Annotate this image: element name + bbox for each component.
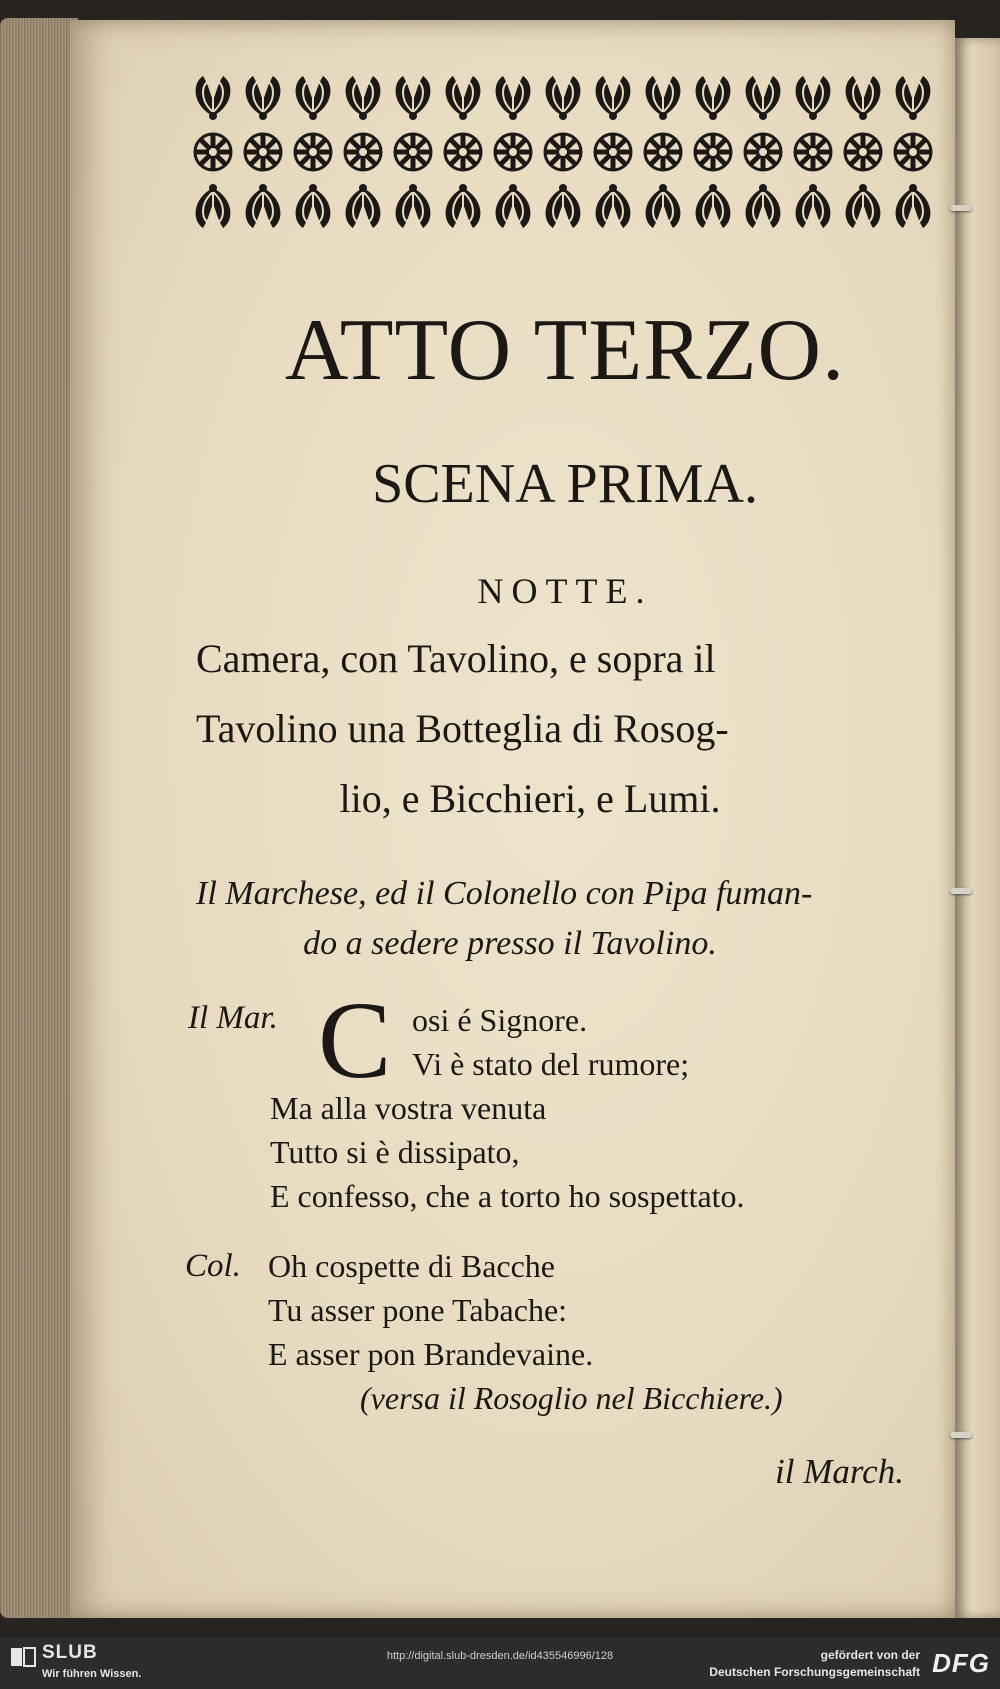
setting-line: lio, e Bicchieri, e Lumi. bbox=[339, 776, 721, 821]
verse-line: E asser pon Brandevaine. bbox=[268, 1336, 594, 1372]
ornament-motif bbox=[596, 76, 631, 120]
verse-line: Vi è stato del rumore; bbox=[412, 1046, 690, 1082]
ornament-motif bbox=[546, 76, 581, 120]
ornament-motif bbox=[595, 134, 631, 170]
ornament-motif bbox=[746, 76, 781, 120]
ornament-motif bbox=[896, 76, 931, 120]
ornament-motif bbox=[396, 184, 431, 228]
ornament-motif bbox=[596, 184, 631, 228]
ornament-motif bbox=[695, 134, 731, 170]
ornament-motif bbox=[696, 184, 731, 228]
binding-thread bbox=[950, 205, 972, 211]
ornament-motif bbox=[545, 134, 581, 170]
ornament-motif bbox=[445, 134, 481, 170]
library-tagline: Wir führen Wissen. bbox=[42, 1668, 142, 1680]
ornament-motif bbox=[846, 76, 881, 120]
ornament-motif bbox=[495, 134, 531, 170]
verse-line: Ma alla vostra venuta bbox=[270, 1090, 547, 1126]
ornament-motif bbox=[795, 134, 831, 170]
ornament-motif bbox=[195, 134, 231, 170]
ornament-motif bbox=[246, 76, 281, 120]
stage-direction-line: Il Marchese, ed il Colonello con Pipa fuman- bbox=[196, 875, 813, 912]
ornament-motif bbox=[196, 76, 231, 120]
ornament-motif bbox=[796, 76, 831, 120]
ornament-motif bbox=[846, 184, 881, 228]
ornament-motif bbox=[295, 134, 331, 170]
ornament-motif bbox=[346, 76, 381, 120]
verse-line: Tu asser pone Tabache: bbox=[268, 1292, 568, 1328]
drop-cap: C bbox=[318, 979, 392, 1101]
ornament-motif bbox=[446, 76, 481, 120]
ornament-motif bbox=[746, 184, 781, 228]
ornament-motif bbox=[396, 76, 431, 120]
setting-line: Camera, con Tavolino, e sopra il bbox=[196, 636, 716, 681]
ornament-motif bbox=[745, 134, 781, 170]
ornament-motif bbox=[696, 76, 731, 120]
footer-bar bbox=[0, 1638, 1000, 1689]
scene-title: SCENA PRIMA. bbox=[372, 453, 758, 515]
verse-line: Oh cospette di Bacche bbox=[268, 1248, 555, 1284]
stage-direction-line: do a sedere presso il Tavolino. bbox=[303, 925, 717, 962]
setting-label: NOTTE. bbox=[477, 571, 653, 611]
ornament-motif bbox=[296, 76, 331, 120]
setting-line: Tavolino una Botteglia di Rosog- bbox=[196, 706, 729, 751]
ornament-motif bbox=[896, 184, 931, 228]
ornament-motif bbox=[845, 134, 881, 170]
ornament-motif bbox=[296, 184, 331, 228]
funding-organization: Deutschen Forschungsgemeinschaft bbox=[709, 1665, 920, 1679]
ornament-motif bbox=[646, 184, 681, 228]
ornament-motif bbox=[646, 76, 681, 120]
act-title: ATTO TERZO. bbox=[284, 302, 846, 399]
binding-thread bbox=[950, 888, 972, 894]
speaker-colonello: Col. bbox=[185, 1248, 241, 1284]
decorative-headpiece bbox=[188, 68, 938, 236]
ornament-motif bbox=[496, 184, 531, 228]
ornament-motif bbox=[346, 184, 381, 228]
ornament-motif bbox=[246, 184, 281, 228]
dfg-logo[interactable]: DFG bbox=[932, 1648, 990, 1678]
next-page-edge bbox=[955, 38, 1000, 1618]
speaker-marchese: Il Mar. bbox=[188, 1000, 278, 1036]
book-page-edges bbox=[0, 18, 78, 1618]
verse-line: osi é Signore. bbox=[412, 1002, 588, 1038]
ornament-motif bbox=[546, 184, 581, 228]
ornament-motif bbox=[345, 134, 381, 170]
ornament-motif bbox=[395, 134, 431, 170]
ornament-motif bbox=[796, 184, 831, 228]
ornament-motif bbox=[245, 134, 281, 170]
ornament-motif bbox=[645, 134, 681, 170]
ornament-motif bbox=[196, 184, 231, 228]
verse-line: Tutto si è dissipato, bbox=[270, 1134, 520, 1170]
document-url[interactable]: http://digital.slub-dresden.de/id435546996/128 bbox=[386, 1650, 614, 1662]
ornament-motif bbox=[446, 184, 481, 228]
library-logo-text[interactable]: SLUB bbox=[42, 1642, 98, 1663]
ornament-motif bbox=[895, 134, 931, 170]
funding-note: gefördert von der bbox=[820, 1648, 920, 1662]
stage-direction: (versa il Rosoglio nel Bicchiere.) bbox=[360, 1380, 783, 1416]
verse-line: E confesso, che a torto ho sospettato. bbox=[270, 1178, 745, 1214]
ornament-motif bbox=[496, 76, 531, 120]
catchword: il March. bbox=[775, 1452, 904, 1491]
binding-thread bbox=[950, 1432, 972, 1438]
